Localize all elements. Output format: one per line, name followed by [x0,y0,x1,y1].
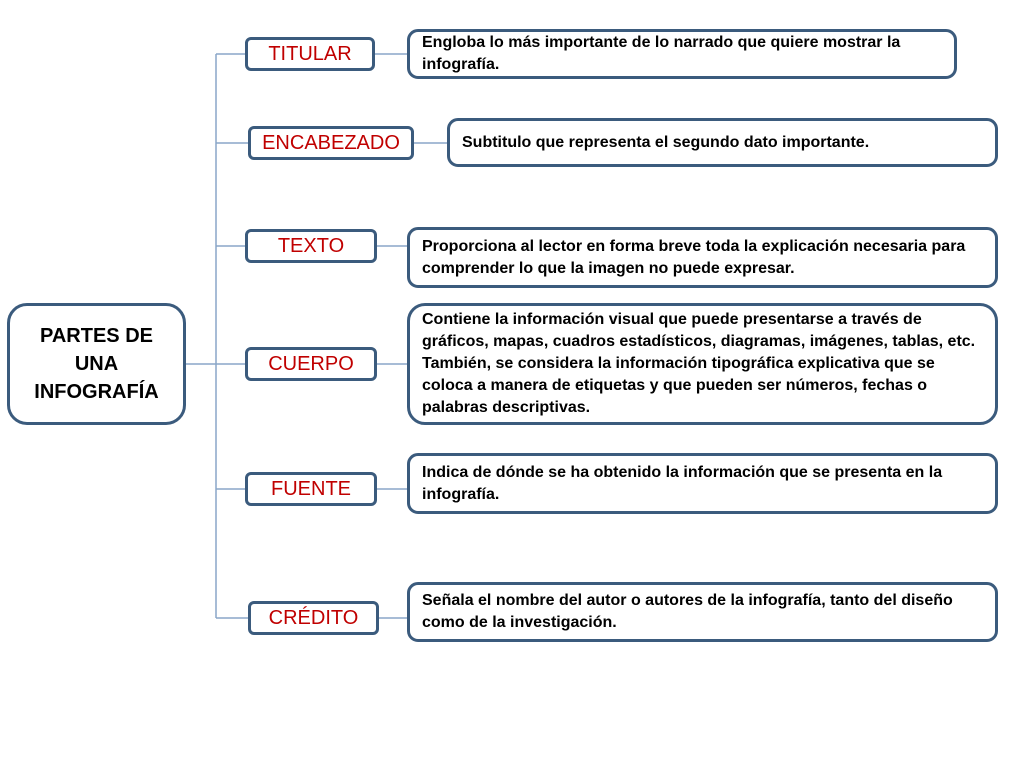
part-fuente-label: FUENTE [271,477,351,500]
part-credito-description-box [407,582,998,642]
part-credito [248,601,379,635]
part-cuerpo-description: Contiene la información visual que puede presentarse a través de gráficos, mapas, cuadros estadísticos, diagramas, imágenes, tablas, etc. También, se considera la información tipográfica explicativa que se coloca a manera de etiquetas y que pueden ser números, fechas o palabras descriptivas. [422,311,976,416]
part-texto [245,229,377,263]
part-titular-description-box [407,29,957,79]
part-credito-label: CRÉDITO [268,606,359,629]
part-credito-description: Señala el nombre del autor o autores de la infografía, tanto del diseño como de la investigación. [422,592,953,631]
part-encabezado-label: ENCABEZADO [262,131,400,154]
part-cuerpo-description-box [407,303,998,425]
part-titular [245,37,375,71]
root-node [7,303,186,425]
part-titular-description: Engloba lo más importante de lo narrado que quiere mostrar la infografía. [422,34,901,73]
part-cuerpo [245,347,377,381]
part-texto-label: TEXTO [277,234,345,257]
part-texto-description: Proporciona al lector en forma breve toda la explicación necesaria para comprender lo que la imagen no puede expresar. [422,237,966,277]
part-encabezado [248,126,414,160]
part-fuente-description: Indica de dónde se ha obtenido la información que se presenta en la infografía. [422,463,943,503]
root-label: PARTES DE UNA INFOGRAFÍA [34,325,159,403]
part-fuente-description-box [407,453,998,514]
part-encabezado-description: Subtitulo que representa el segundo dato importante. [462,133,870,151]
part-titular-label: TITULAR [268,42,352,65]
part-fuente [245,472,377,506]
part-texto-description-box [407,227,998,288]
part-encabezado-description-box [447,118,998,167]
part-cuerpo-label: CUERPO [268,352,354,375]
